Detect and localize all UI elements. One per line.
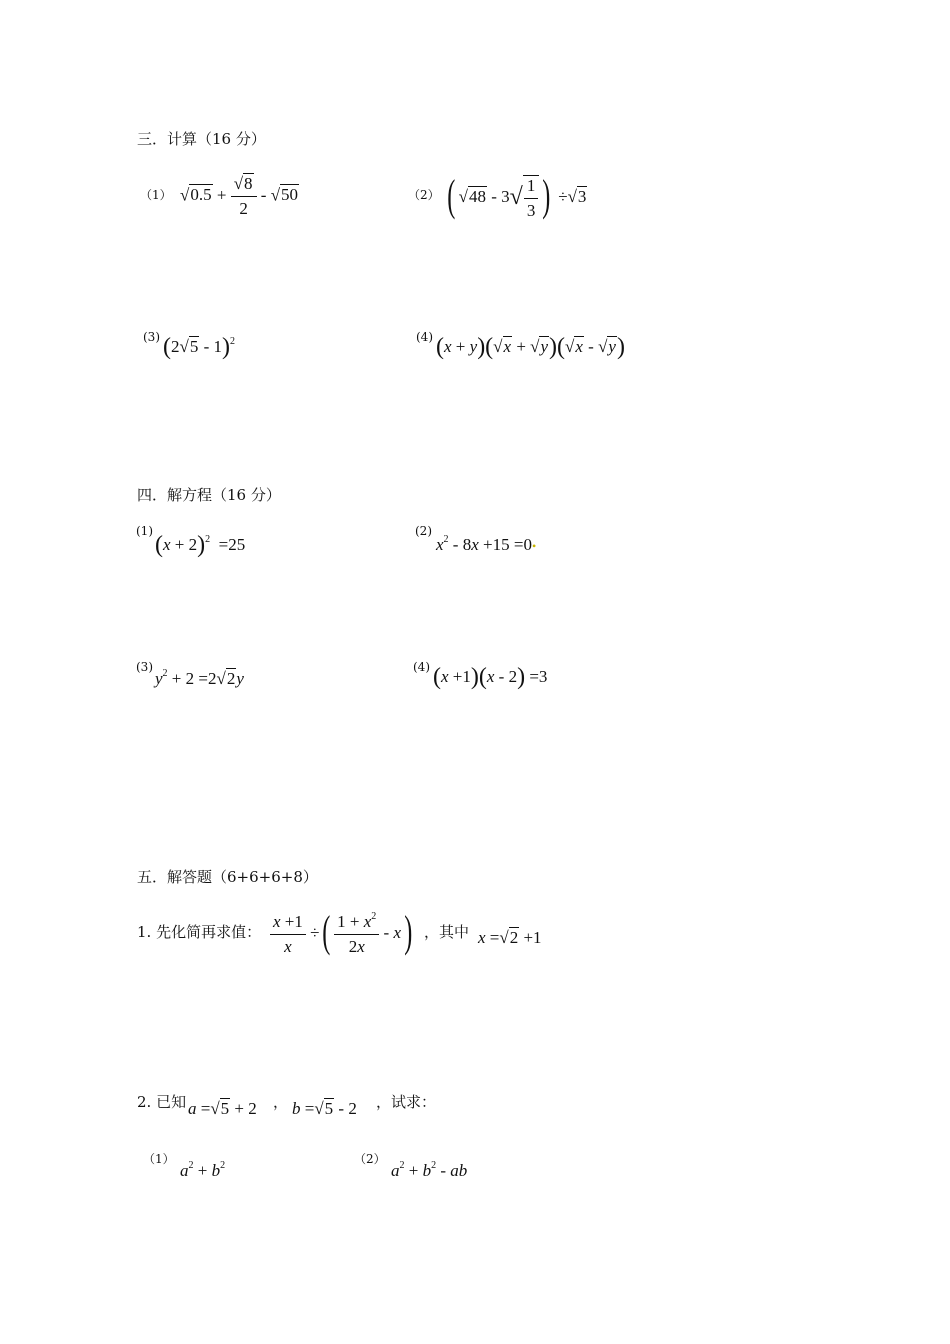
problem-4-2-expression: $x^2 - 8x +15$ =0• xyxy=(436,534,537,554)
problem-3-4-expression: (x + y)(√x + √y)(√x - √y) xyxy=(436,334,625,360)
problem-4-1-label: (1) xyxy=(136,524,153,538)
section-5-title: 五．解答题（6+6+6+8） xyxy=(137,868,318,886)
question-2-sub-2-label: （2） xyxy=(354,1152,386,1166)
problem-4-3-expression: $y^2 + 2 =2√2y$ xyxy=(155,668,244,688)
question-1-middle: ，其中 xyxy=(424,923,470,941)
question-2-b-expression: b =√5 - 2 xyxy=(292,1099,357,1118)
question-2-sub-1-label: （1） xyxy=(143,1152,175,1166)
question-2-prefix: 2. 已知 xyxy=(137,1093,187,1111)
question-2-sub-2-expression: $a^2 + b^2$ - ab xyxy=(391,1160,468,1180)
problem-3-2-label: （2） xyxy=(408,188,440,202)
question-1-condition: x =√2 +1 xyxy=(478,928,542,947)
question-1-expression: $\frac{x +1}{x}$ ÷( $\frac{1 + x^2}{2x}$ - x) xyxy=(270,906,416,957)
problem-4-2-label: (2) xyxy=(415,524,432,538)
problem-4-4-expression: (x +1)(x - 2) =3 xyxy=(433,664,548,690)
problem-3-3-label: (3) xyxy=(143,330,160,344)
problem-3-2-expression: ( √48 - 3√ $\frac{1}{3}$ ) ÷√3 xyxy=(447,171,587,221)
question-2-sub-1-expression: $a^2 + b^2$ xyxy=(180,1160,226,1180)
problem-3-3-expression: (2√5 - 1)$^2$ xyxy=(163,334,236,360)
problem-4-4-label: (4) xyxy=(413,660,430,674)
question-1-prefix: 1. 先化简再求值： xyxy=(137,923,262,941)
problem-4-3-label: (3) xyxy=(136,660,153,674)
question-2-suffix: ，试求： xyxy=(376,1093,437,1111)
problem-4-1-expression: $(x + 2)^2 =25$ xyxy=(155,532,246,558)
problem-3-1-label: （1） xyxy=(140,188,172,202)
problem-3-4-label: (4) xyxy=(416,330,433,344)
problem-3-1-expression: √0.5 + $\frac{√8}{2}$ - √50 xyxy=(180,174,299,218)
section-3-title: 三．计算（16 分） xyxy=(137,130,266,148)
question-2-separator: ， xyxy=(273,1093,289,1111)
question-2-a-expression: a =√5 + 2 xyxy=(188,1099,257,1118)
section-4-title: 四．解方程（16 分） xyxy=(137,486,281,504)
